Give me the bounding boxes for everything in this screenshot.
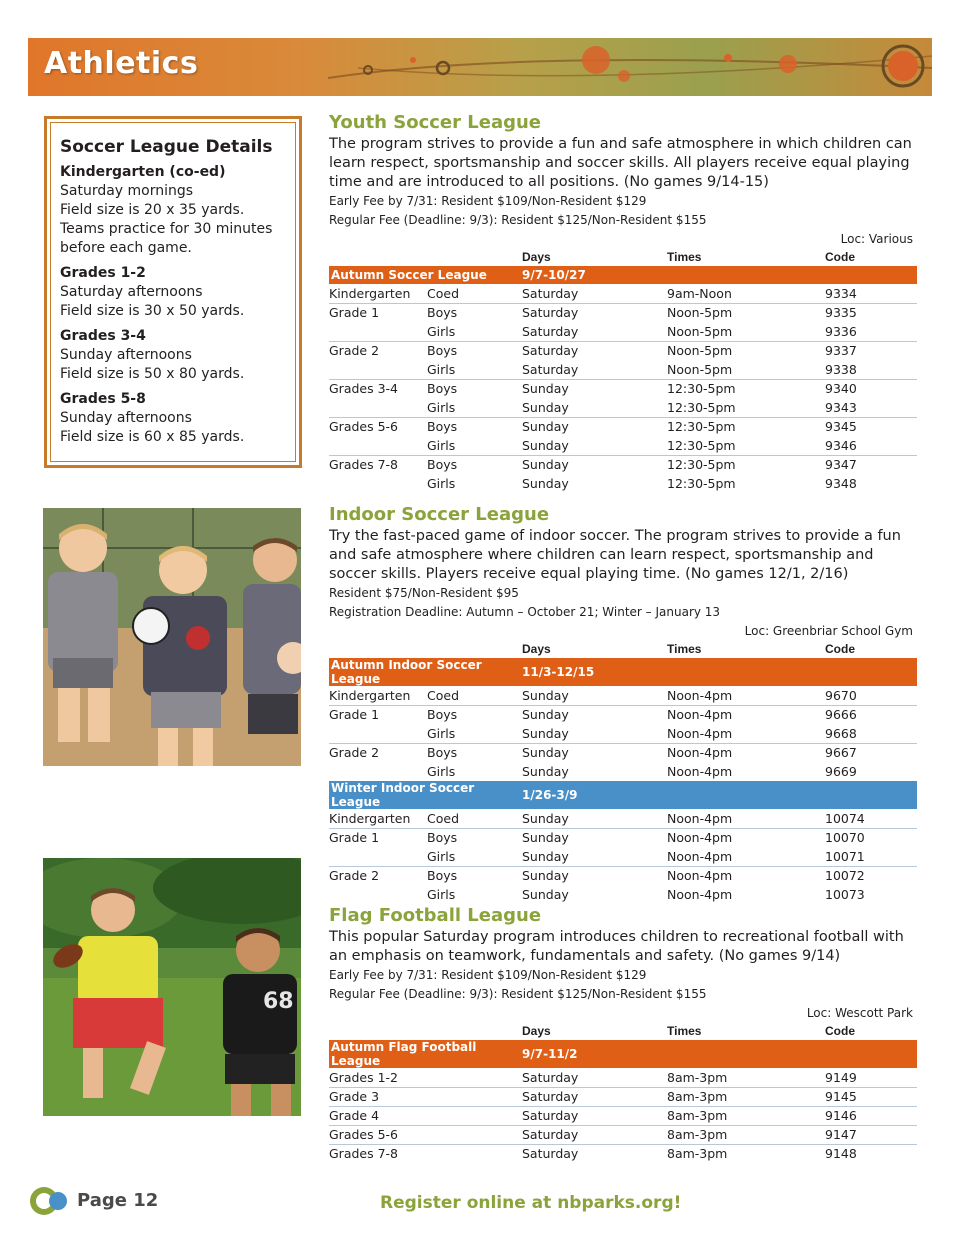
table-row bbox=[329, 743, 917, 762]
table-row bbox=[329, 1087, 917, 1106]
fee-line: Regular Fee (Deadline: 9/3): Resident $125/Non-Resident $155 bbox=[329, 213, 707, 227]
cell-grade bbox=[329, 847, 427, 866]
cell-group: Coed bbox=[427, 687, 460, 703]
cell-grade: Grades 1-2 bbox=[329, 1069, 399, 1085]
cell-code: 9336 bbox=[825, 323, 857, 339]
soccer-details-box bbox=[44, 116, 302, 468]
cell-code: 9147 bbox=[825, 1125, 917, 1144]
cell-day: Saturday bbox=[522, 341, 667, 360]
table-row bbox=[329, 379, 917, 398]
cell-time: Noon-4pm bbox=[667, 687, 733, 703]
column-header-days: Days bbox=[522, 642, 551, 656]
league-name: Autumn Flag Football League bbox=[329, 1040, 522, 1068]
cell-code: 9347 bbox=[825, 455, 917, 474]
cell-group: Boys bbox=[427, 705, 522, 724]
cell-group: Coed bbox=[427, 810, 460, 826]
league-dates: 11/3-12/15 bbox=[522, 658, 917, 686]
section-title: Indoor Soccer League bbox=[329, 504, 550, 525]
table-row bbox=[329, 1106, 917, 1125]
cell-grade: Grades 3-4 bbox=[329, 379, 427, 398]
table-row bbox=[329, 705, 917, 724]
cell-day: Sunday bbox=[522, 810, 569, 826]
location-label: Loc: Various bbox=[840, 232, 913, 246]
details-title: Soccer League Details bbox=[60, 137, 273, 157]
details-group-heading: Grades 1-2 bbox=[60, 265, 146, 281]
cell-group: Girls bbox=[427, 476, 456, 491]
cell-day: Saturday bbox=[522, 323, 579, 339]
section-description: This popular Saturday program introduces children to recreational football with an emphasis on teamwork, fundamentals and safety. (No games 9/14) bbox=[329, 929, 904, 964]
cell-grade: Grades 7-8 bbox=[329, 1144, 427, 1163]
cell-group: Girls bbox=[427, 361, 456, 377]
table-header-row bbox=[329, 248, 917, 266]
cell-grade: Grade 1 bbox=[329, 705, 427, 724]
section-title: Youth Soccer League bbox=[329, 112, 542, 133]
cell-group: Boys bbox=[427, 379, 522, 398]
cell-code: 9334 bbox=[825, 285, 857, 301]
cell-day: Saturday bbox=[522, 285, 579, 301]
table-row bbox=[329, 455, 917, 474]
flag-football-section bbox=[329, 904, 917, 1163]
table-header-row bbox=[329, 1022, 917, 1040]
details-line: Field size is 60 x 85 yards. bbox=[60, 429, 245, 445]
cell-group: Boys bbox=[427, 455, 522, 474]
cell-time: 9am-Noon bbox=[667, 285, 732, 301]
cell-time: 8am-3pm bbox=[667, 1087, 825, 1106]
cell-code: 9669 bbox=[825, 764, 857, 779]
league-dates: 9/7-11/2 bbox=[522, 1040, 917, 1068]
table-row bbox=[329, 360, 917, 379]
cell-time: Noon-4pm bbox=[667, 848, 733, 864]
table-row bbox=[329, 1125, 917, 1144]
cell-day: Sunday bbox=[522, 828, 667, 847]
cell-group: Girls bbox=[427, 764, 456, 779]
cell-group: Boys bbox=[427, 341, 522, 360]
details-group bbox=[60, 327, 285, 384]
cell-grade bbox=[329, 398, 427, 417]
cell-grade: Grades 5-6 bbox=[329, 417, 427, 436]
cell-group: Boys bbox=[427, 828, 522, 847]
cell-time: 12:30-5pm bbox=[667, 476, 736, 491]
cell-time: 12:30-5pm bbox=[667, 379, 825, 398]
cell-group bbox=[427, 1144, 522, 1163]
cell-day: Saturday bbox=[522, 1087, 667, 1106]
cell-grade: Grade 2 bbox=[329, 341, 427, 360]
cell-grade: Grade 1 bbox=[329, 303, 427, 322]
cell-group: Girls bbox=[427, 323, 456, 339]
cell-code: 9338 bbox=[825, 361, 857, 377]
cell-group bbox=[427, 1106, 522, 1125]
column-header-code: Code bbox=[825, 250, 855, 264]
fee-line: Regular Fee (Deadline: 9/3): Resident $125/Non-Resident $155 bbox=[329, 987, 707, 1001]
cell-group: Girls bbox=[427, 399, 456, 415]
details-line: Teams practice for 30 minutes bbox=[60, 221, 273, 237]
cell-time: Noon-4pm bbox=[667, 866, 825, 885]
league-name: Autumn Soccer League bbox=[329, 266, 522, 284]
cell-group: Girls bbox=[427, 725, 456, 741]
cell-code: 9668 bbox=[825, 725, 857, 741]
details-line: Sunday afternoons bbox=[60, 410, 192, 426]
cell-day: Sunday bbox=[522, 379, 667, 398]
cell-group bbox=[427, 1125, 522, 1144]
cell-day: Saturday bbox=[522, 1069, 579, 1085]
cell-day: Sunday bbox=[522, 725, 569, 741]
cell-day: Sunday bbox=[522, 687, 569, 703]
cell-day: Sunday bbox=[522, 417, 667, 436]
league-name: Autumn Indoor Soccer League bbox=[329, 658, 522, 686]
cell-code: 9149 bbox=[825, 1069, 857, 1085]
cell-code: 9343 bbox=[825, 399, 857, 415]
svg-text:68: 68 bbox=[263, 989, 294, 1014]
cell-day: Sunday bbox=[522, 476, 569, 491]
photo-kids-soccer-gym bbox=[43, 508, 301, 766]
section-description: Try the fast-paced game of indoor soccer. The program strives to provide a fun and safe atmosphere where children can learn respect, sportsmanship and soccer skills. Players receive equal playing time. (No games 12/1, 2/16) bbox=[329, 528, 901, 582]
cell-grade: Kindergarten bbox=[329, 285, 411, 301]
register-link[interactable]: Register online at nbparks.org! bbox=[380, 1193, 682, 1213]
cell-grade: Grades 5-6 bbox=[329, 1125, 427, 1144]
cell-code: 9146 bbox=[825, 1106, 917, 1125]
cell-day: Sunday bbox=[522, 399, 569, 415]
cell-code: 10074 bbox=[825, 810, 865, 826]
details-line: Saturday afternoons bbox=[60, 284, 203, 300]
cell-time: 8am-3pm bbox=[667, 1069, 728, 1085]
soccer-details-inner bbox=[50, 122, 296, 462]
table-row bbox=[329, 303, 917, 322]
cell-day: Saturday bbox=[522, 303, 667, 322]
table-row bbox=[329, 284, 917, 303]
cell-day: Sunday bbox=[522, 848, 569, 864]
cell-time: 8am-3pm bbox=[667, 1106, 825, 1125]
cell-grade: Grade 3 bbox=[329, 1087, 427, 1106]
header-banner bbox=[28, 38, 932, 96]
cell-day: Saturday bbox=[522, 361, 579, 377]
cell-group bbox=[427, 1087, 522, 1106]
page-number: Page 12 bbox=[77, 1190, 159, 1211]
details-line: Field size is 50 x 80 yards. bbox=[60, 366, 245, 382]
table-header-row bbox=[329, 640, 917, 658]
details-group-heading: Grades 3-4 bbox=[60, 328, 146, 344]
fee-line: Resident $75/Non-Resident $95 bbox=[329, 586, 519, 600]
cell-group: Coed bbox=[427, 285, 460, 301]
cell-time: 12:30-5pm bbox=[667, 417, 825, 436]
cell-code: 9667 bbox=[825, 743, 917, 762]
details-group bbox=[60, 390, 285, 447]
cell-time: Noon-4pm bbox=[667, 828, 825, 847]
cell-time: Noon-4pm bbox=[667, 725, 733, 741]
cell-day: Sunday bbox=[522, 705, 667, 724]
cell-time: Noon-5pm bbox=[667, 361, 733, 377]
location-label: Loc: Wescott Park bbox=[806, 1006, 913, 1020]
cell-grade bbox=[329, 360, 427, 379]
league-name: Winter Indoor Soccer League bbox=[329, 781, 522, 809]
column-header-days: Days bbox=[522, 1024, 551, 1038]
cell-grade: Grade 4 bbox=[329, 1106, 427, 1125]
table-row bbox=[329, 436, 917, 455]
table-row bbox=[329, 474, 917, 493]
cell-code: 10072 bbox=[825, 866, 917, 885]
youth-soccer-section bbox=[329, 111, 917, 493]
details-line: before each game. bbox=[60, 240, 192, 256]
cell-group: Girls bbox=[427, 848, 456, 864]
table-row bbox=[329, 762, 917, 781]
cell-code: 9340 bbox=[825, 379, 917, 398]
cell-code: 9345 bbox=[825, 417, 917, 436]
cell-code: 10070 bbox=[825, 828, 917, 847]
cell-time: 8am-3pm bbox=[667, 1125, 825, 1144]
cell-code: 9348 bbox=[825, 476, 857, 491]
details-line: Field size is 30 x 50 yards. bbox=[60, 303, 245, 319]
table-row bbox=[329, 322, 917, 341]
cell-group: Boys bbox=[427, 303, 522, 322]
fee-line: Early Fee by 7/31: Resident $109/Non-Resident $129 bbox=[329, 194, 647, 208]
cell-grade: Grade 2 bbox=[329, 743, 427, 762]
cell-code: 9666 bbox=[825, 705, 917, 724]
cell-code: 10073 bbox=[825, 887, 865, 902]
indoor-schedule-table bbox=[329, 640, 917, 904]
cell-time: Noon-5pm bbox=[667, 303, 825, 322]
details-group-heading: Grades 5-8 bbox=[60, 391, 146, 407]
cell-grade: Kindergarten bbox=[329, 687, 411, 703]
column-header-times: Times bbox=[667, 250, 702, 264]
cell-grade bbox=[329, 885, 427, 904]
cell-code: 9346 bbox=[825, 437, 857, 453]
cell-day: Sunday bbox=[522, 455, 667, 474]
table-row bbox=[329, 1144, 917, 1163]
cell-time: 8am-3pm bbox=[667, 1144, 825, 1163]
table-row bbox=[329, 398, 917, 417]
table-row bbox=[329, 724, 917, 743]
cell-time: Noon-5pm bbox=[667, 323, 733, 339]
cell-code: 9335 bbox=[825, 303, 917, 322]
fee-line: Registration Deadline: Autumn – October 21; Winter – January 13 bbox=[329, 605, 721, 619]
table-row bbox=[329, 1068, 917, 1087]
cell-day: Saturday bbox=[522, 1125, 667, 1144]
league-dates: 9/7-10/27 bbox=[522, 266, 917, 284]
table-row bbox=[329, 686, 917, 705]
table-row bbox=[329, 417, 917, 436]
fee-line: Early Fee by 7/31: Resident $109/Non-Resident $129 bbox=[329, 968, 647, 982]
cell-grade bbox=[329, 436, 427, 455]
cell-code: 9670 bbox=[825, 687, 857, 703]
cell-time: Noon-4pm bbox=[667, 810, 733, 826]
page-title: Athletics bbox=[44, 46, 199, 81]
league-dates: 1/26-3/9 bbox=[522, 781, 917, 809]
section-title: Flag Football League bbox=[329, 905, 542, 926]
cell-day: Saturday bbox=[522, 1144, 667, 1163]
cell-group: Girls bbox=[427, 887, 456, 902]
details-line: Sunday afternoons bbox=[60, 347, 192, 363]
cell-grade: Kindergarten bbox=[329, 810, 411, 826]
cell-grade bbox=[329, 322, 427, 341]
cell-group bbox=[427, 1068, 522, 1087]
cell-group: Boys bbox=[427, 866, 522, 885]
table-row bbox=[329, 866, 917, 885]
league-bar bbox=[329, 781, 917, 809]
cell-group: Girls bbox=[427, 437, 456, 453]
table-row bbox=[329, 809, 917, 828]
cell-time: 12:30-5pm bbox=[667, 437, 736, 453]
cell-time: 12:30-5pm bbox=[667, 455, 825, 474]
league-bar bbox=[329, 658, 917, 686]
cell-day: Saturday bbox=[522, 1106, 667, 1125]
cell-time: Noon-4pm bbox=[667, 887, 733, 902]
details-line: Field size is 20 x 35 yards. bbox=[60, 202, 245, 218]
details-group bbox=[60, 264, 285, 321]
cell-day: Sunday bbox=[522, 764, 569, 779]
table-row bbox=[329, 341, 917, 360]
cell-code: 9337 bbox=[825, 341, 917, 360]
cell-code: 9148 bbox=[825, 1144, 917, 1163]
cell-day: Sunday bbox=[522, 866, 667, 885]
cell-day: Sunday bbox=[522, 887, 569, 902]
column-header-code: Code bbox=[825, 642, 855, 656]
location-label: Loc: Greenbriar School Gym bbox=[744, 624, 913, 638]
table-row bbox=[329, 885, 917, 904]
cell-time: Noon-4pm bbox=[667, 764, 733, 779]
cell-grade: Grades 7-8 bbox=[329, 455, 427, 474]
indoor-soccer-section bbox=[329, 503, 917, 904]
cell-grade bbox=[329, 762, 427, 781]
table-row bbox=[329, 828, 917, 847]
cell-group: Boys bbox=[427, 743, 522, 762]
column-header-times: Times bbox=[667, 642, 702, 656]
details-line: Saturday mornings bbox=[60, 183, 194, 199]
cell-day: Sunday bbox=[522, 743, 667, 762]
photo-kids-flag-football bbox=[43, 858, 301, 1116]
section-description: The program strives to provide a fun and safe atmosphere in which children can learn respect, sportsmanship and soccer skills. All players receive equal playing time and are introduced to all positions. (No games 9/14-15) bbox=[329, 136, 912, 190]
flag-schedule-table bbox=[329, 1022, 917, 1163]
table-row bbox=[329, 847, 917, 866]
cell-time: 12:30-5pm bbox=[667, 399, 736, 415]
cell-time: Noon-4pm bbox=[667, 743, 825, 762]
cell-code: 10071 bbox=[825, 848, 865, 864]
details-group bbox=[60, 163, 285, 258]
details-group-heading: Kindergarten (co-ed) bbox=[60, 164, 226, 180]
cell-code: 9145 bbox=[825, 1087, 917, 1106]
parks-logo-icon bbox=[28, 1186, 68, 1216]
column-header-days: Days bbox=[522, 250, 551, 264]
cell-time: Noon-5pm bbox=[667, 341, 825, 360]
cell-grade bbox=[329, 724, 427, 743]
cell-grade: Grade 1 bbox=[329, 828, 427, 847]
league-bar bbox=[329, 1040, 917, 1068]
column-header-code: Code bbox=[825, 1024, 855, 1038]
league-bar bbox=[329, 266, 917, 284]
column-header-times: Times bbox=[667, 1024, 702, 1038]
cell-time: Noon-4pm bbox=[667, 705, 825, 724]
cell-group: Boys bbox=[427, 417, 522, 436]
youth-schedule-table bbox=[329, 248, 917, 493]
cell-grade: Grade 2 bbox=[329, 866, 427, 885]
cell-grade bbox=[329, 474, 427, 493]
cell-day: Sunday bbox=[522, 437, 569, 453]
